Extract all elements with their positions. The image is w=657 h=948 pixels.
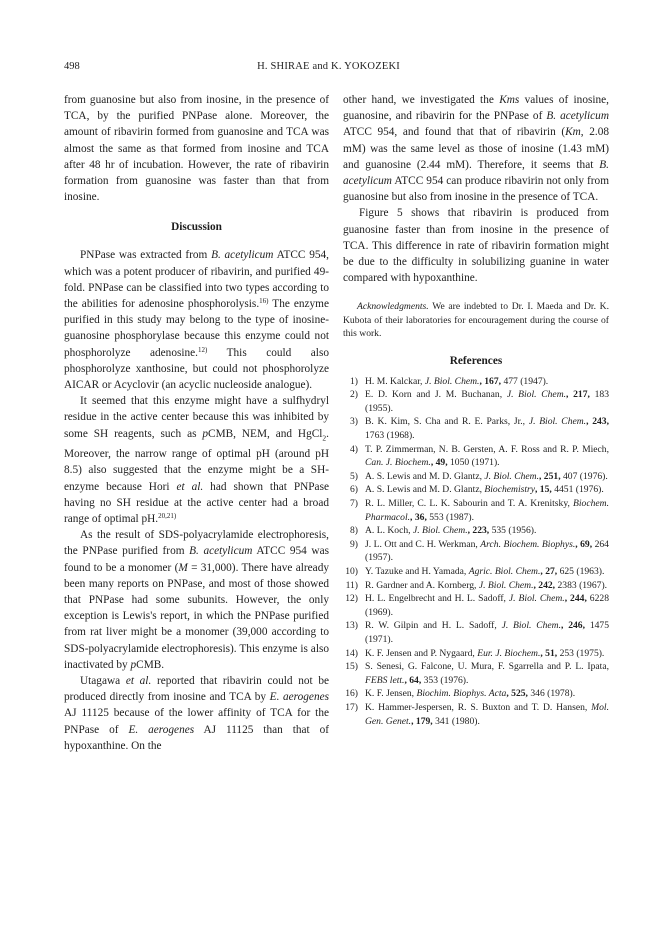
- acknowledgments: Acknowledgments. We are indebted to Dr. I. Maeda and Dr. K. Kubota of their laboratories for encouragement during the course of this work.: [343, 301, 609, 340]
- reference-item: 11) R. Gardner and A. Kornberg, J. Biol. Chem., 242, 2383 (1967).: [345, 579, 608, 591]
- citation: 16): [259, 297, 269, 306]
- paragraph: from guanosine but also from inosine, in the presence of TCA, by the purified PNPase alone. Moreover, the amount of ribavirin formed from guanosine and TCA was almost the same as that formed from inosine and TCA after 48 hr of incubation. However, the rate of ribavirin formation from guanosine was faster than that from inosine.: [64, 94, 329, 204]
- section-title: Discussion: [171, 221, 222, 234]
- reference-item: 10) Y. Tazuke and H. Yamada, Agric. Biol. Chem., 27, 625 (1963).: [345, 565, 605, 577]
- reference-item: 16) K. F. Jensen, Biochim. Biophys. Acta, 525, 346 (1978).: [345, 688, 576, 700]
- running-header: H. SHIRAE and K. YOKOZEKI: [257, 61, 400, 72]
- reference-item: 17) K. Hammer-Jespersen, R. S. Buxton and T. D. Hansen, Mol. Gen. Genet., 179, 341 (1980).: [345, 701, 609, 727]
- right-column: [343, 92, 609, 728]
- paragraph: other hand, we investigated the Kms values of inosine, guanosine, and ribavirin for the PNPase of B. acetylicum ATCC 954, and found that that of ribavirin (Km, 2.08 mM) was the same level as those of inosine (1.43 mM) and guanosine (2.44 mM). Therefore, it seems that B. acetylicum ATCC 954 can produce ribavirin not only from guanosine but also from inosine in the presence of TCA.: [343, 94, 609, 204]
- page-number: 498: [64, 61, 80, 72]
- references-title: References: [449, 354, 503, 367]
- reference-item: 6) A. S. Lewis and M. D. Glantz, Biochemistry, 15, 4451 (1976).: [350, 484, 604, 496]
- reference-item: 4) T. P. Zimmerman, N. B. Gersten, A. F. Ross and R. P. Miech, Can. J. Biochem., 49, 1050 (1971).: [350, 443, 609, 469]
- left-column: [64, 92, 329, 754]
- paragraph: It seemed that this enzyme might have a sulfhydryl residue in the active center because this was inhibited by some SH reagents, such as pCMB, NEM, and HgCl$_2$. Moreover, the narrow range of optimal pH (around pH 8.5) also suggested that the enzyme might be a SH-enzyme because Hori et al. had shown that PNPase having no SH residue at the active center had a broad range of optimal pH.$^{20,21)}$: [64, 395, 329, 525]
- reference-item: 8) A. L. Koch, J. Biol. Chem., 223, 535 (1956).: [350, 525, 537, 537]
- references-list: [343, 375, 609, 728]
- reference-item: 1) H. M. Kalckar, J. Biol. Chem., 167, 477 (1947).: [350, 375, 549, 387]
- reference-item: 5) A. S. Lewis and M. D. Glantz, J. Biol. Chem., 251, 407 (1976).: [350, 470, 608, 482]
- reference-item: 13) R. W. Gilpin and H. L. Sadoff, J. Biol. Chem., 246, 1475 (1971).: [345, 620, 610, 645]
- reference-item: 15) S. Senesi, G. Falcone, U. Mura, F. Sgarrella and P. L. Ipata, FEBS lett., 64, 353 (1976).: [345, 661, 609, 686]
- citation: 20,21): [158, 511, 177, 520]
- citation: 12): [198, 345, 208, 354]
- reference-item: 12) H. L. Engelbrecht and H. L. Sadoff, J. Biol. Chem., 244, 6228 (1969).: [345, 593, 609, 618]
- reference-item: 2) E. D. Korn and J. M. Buchanan, J. Biol. Chem., 217, 183 (1955).: [350, 389, 610, 414]
- paragraph: Figure 5 shows that ribavirin is produced from guanosine faster than from inosine in the presence of TCA. This difference in rate of ribavirin formation might be due to the difficulty in solubilizing guanine in water compared with hypoxanthine.: [343, 207, 609, 285]
- reference-item: 7) R. L. Miller, C. L. K. Sabourin and T. A. Krenitsky, Biochem. Pharmacol., 36, 553 (1987).: [350, 498, 609, 523]
- paragraph: Utagawa et al. reported that ribavirin could not be produced directly from inosine and TCA by E. aerogenes AJ 11125 because of the lower affinity of TCA for the PNPase of E. aerogenes AJ 11125 than that of hypoxanthine. On the: [64, 674, 329, 752]
- paragraph: PNPase was extracted from B. acetylicum ATCC 954, which was a potent producer of ribavirin, and purified 49-fold. PNPase can be classified into two types according to the abilities for adenosine phosphorolysis.$^{16)}$ The enzyme purified in this study may belong to the type of inosine-guanosine phosphorylase because this enzyme could not phosphorolyze adenosine.$^{12)}$ This could also phosphorolyze xanthosine, but could not phosphorolyze AICAR or Acyclovir (an acyclic nucleoside analogue).: [64, 249, 329, 392]
- paragraph: As the result of SDS-polyacrylamide electrophoresis, the PNPase purified from B. acetylicum ATCC 954 was found to be a monomer (M = 31,000). There have already been many reports on PNPase, and most of those showed that PNPase had some subunits. However, the only exception is Lewis's report, in which the PNPase purified from rat liver might be a monomer (39,000 according to SDS-polyacrylamide electrophoresis). This enzyme is also inactivated by pCMB.: [64, 529, 329, 671]
- reference-item: 9) J. L. Ott and C. H. Werkman, Arch. Biochem. Biophys., 69, 264 (1957).: [350, 538, 609, 564]
- reference-item: 14) K. F. Jensen and P. Nygaard, Eur. J. Biochem., 51, 253 (1975).: [345, 647, 605, 659]
- reference-item: 3) B. K. Kim, S. Cha and R. E. Parks, Jr., J. Biol. Chem., 243, 1763 (1968).: [350, 416, 610, 442]
